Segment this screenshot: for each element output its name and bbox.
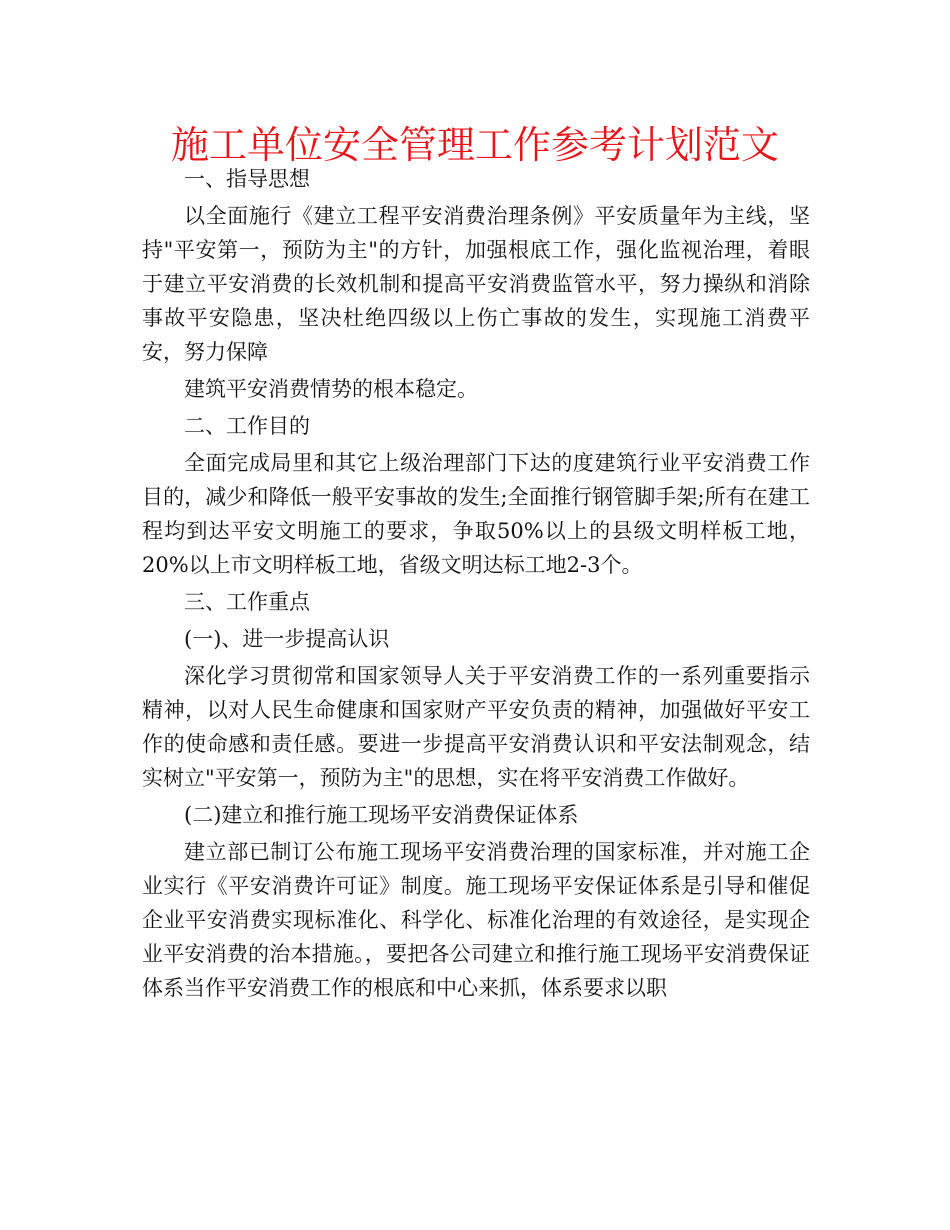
document-body <box>142 162 810 1008</box>
body-paragraph: 深化学习贯彻常和国家领导人关于平安消费工作的一系列重要指示精神，以对人民生命健康和国家财产平安负责的精神，加强做好平安工作的使命感和责任感。要进一步提高平安消费认识和平安法制观念，结实树立"平安第一，预防为主"的思想，实在将平安消费工作做好。 <box>142 664 810 790</box>
body-paragraph: 以全面施行《建立工程平安消费治理条例》平安质量年为主线，坚持"平安第一，预防为主"的方针，加强根底工作，强化监视治理，着眼于建立平安消费的长效机制和提高平安消费监管水平，努力操纵和消除事故平安隐患，坚决杜绝四级以上伤亡事故的发生，实现施工消费平安，努力保障 <box>142 204 810 364</box>
body-paragraph: 建立部已制订公布施工现场平安消费治理的国家标准，并对施工企业实行《平安消费许可证》制度。施工现场平安保证体系是引导和催促企业平安消费实现标准化、科学化、标准化治理的有效途径，是实现企业平安消费的治本措施。，要把各公司建立和推行施工现场平安消费保证体系当作平安消费工作的根底和中心来抓，体系要求以职 <box>142 840 810 1000</box>
section-heading-work-focus: 三、工作重点 <box>184 590 310 614</box>
section-heading-guiding-ideology: 一、指导思想 <box>184 167 310 191</box>
body-paragraph: 全面完成局里和其它上级治理部门下达的度建筑行业平安消费工作目的，减少和降低一般平安事故的发生;全面推行钢管脚手架;所有在建工程均到达平安文明施工的要求，争取50%以上的县级文明样板工地，20%以上市文明样板工地，省级文明达标工地2-3个。 <box>142 451 810 577</box>
document-title: 施工单位安全管理工作参考计划范文 <box>170 123 779 167</box>
subsection-heading: (二)建立和推行施工现场平安消费保证体系 <box>184 803 579 827</box>
section-heading-work-goals: 二、工作目的 <box>184 414 310 438</box>
body-paragraph: 建筑平安消费情势的根本稳定。 <box>184 377 478 401</box>
subsection-heading: (一)、进一步提高认识 <box>184 627 390 651</box>
